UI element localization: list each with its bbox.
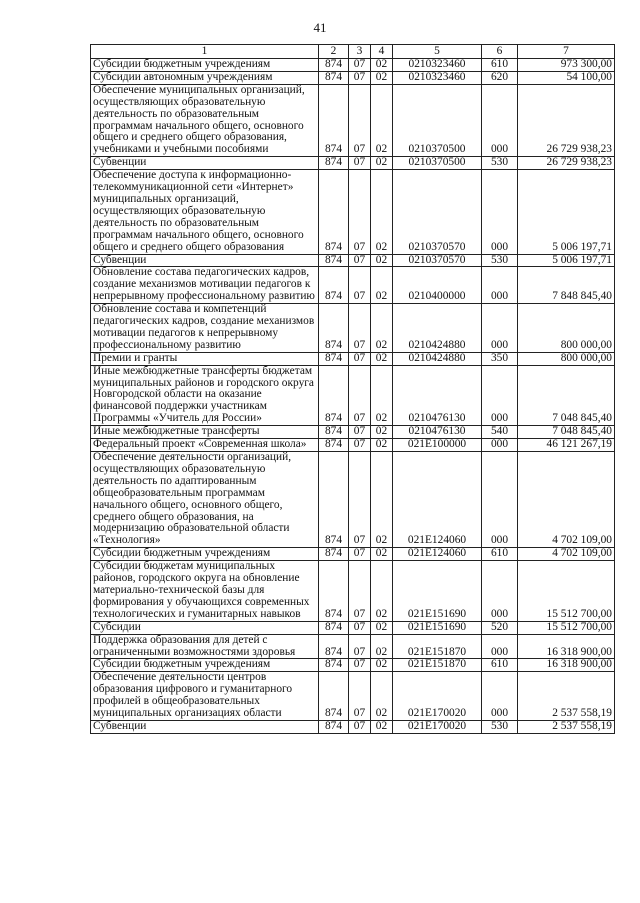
target-article-code-cell: 0210424880 — [393, 352, 482, 365]
subsection-code-cell: 02 — [371, 672, 393, 721]
amount-cell: 26 729 938,23 — [518, 157, 615, 170]
amount-cell: 4 702 109,00 — [518, 548, 615, 561]
item-name-cell: Субвенции — [91, 254, 319, 267]
target-article-code-cell: 0210476130 — [393, 426, 482, 439]
expense-type-code-cell: 620 — [482, 71, 518, 84]
table-row — [91, 561, 615, 622]
item-name-cell: Обеспечение деятельности организаций, осуществляющих образовательную деятельность по адаптированным общеобразовательным программам начального общего, основного общего, среднего общего образования, на модернизацию образовательной области «Технология» — [91, 452, 319, 548]
table-row — [91, 720, 615, 733]
section-code-cell: 07 — [349, 672, 371, 721]
expense-type-code-cell: 000 — [482, 672, 518, 721]
subsection-code-cell: 02 — [371, 426, 393, 439]
table-row — [91, 452, 615, 548]
expense-type-code-cell: 000 — [482, 634, 518, 659]
subsection-code-cell: 02 — [371, 157, 393, 170]
expense-type-code-cell: 520 — [482, 621, 518, 634]
header-cell: 2 — [319, 45, 349, 59]
amount-cell: 2 537 558,19 — [518, 720, 615, 733]
expense-type-code-cell: 000 — [482, 365, 518, 426]
target-article-code-cell: 021E151870 — [393, 659, 482, 672]
table-row — [91, 352, 615, 365]
section-code-cell: 07 — [349, 426, 371, 439]
header-cell: 5 — [393, 45, 482, 59]
header-cell: 4 — [371, 45, 393, 59]
amount-cell: 973 300,00 — [518, 59, 615, 72]
expense-type-code-cell: 000 — [482, 561, 518, 622]
table-row — [91, 634, 615, 659]
expense-type-code-cell: 540 — [482, 426, 518, 439]
section-code-cell: 07 — [349, 621, 371, 634]
header-cell: 7 — [518, 45, 615, 59]
target-article-code-cell: 021E151690 — [393, 621, 482, 634]
section-code-cell: 07 — [349, 634, 371, 659]
grbs-code-cell: 874 — [319, 254, 349, 267]
grbs-code-cell: 874 — [319, 71, 349, 84]
subsection-code-cell: 02 — [371, 659, 393, 672]
grbs-code-cell: 874 — [319, 561, 349, 622]
expense-type-code-cell: 000 — [482, 452, 518, 548]
section-code-cell: 07 — [349, 452, 371, 548]
expense-type-code-cell: 610 — [482, 659, 518, 672]
item-name-cell: Обеспечение муниципальных организаций, осуществляющих образовательную деятельность по образовательным программам начального общего, основного общего и среднего общего образования, учебниками и учебными пособиями — [91, 84, 319, 156]
header-cell: 1 — [91, 45, 319, 59]
item-name-cell: Обновление состава педагогических кадров, создание механизмов мотивации педагогов к непрерывному профессиональному развитию — [91, 267, 319, 304]
budget-table — [90, 44, 615, 734]
expense-type-code-cell: 000 — [482, 170, 518, 254]
table-row — [91, 267, 615, 304]
table-row — [91, 659, 615, 672]
grbs-code-cell: 874 — [319, 426, 349, 439]
subsection-code-cell: 02 — [371, 365, 393, 426]
table-row — [91, 672, 615, 721]
table-row — [91, 157, 615, 170]
expense-type-code-cell: 530 — [482, 254, 518, 267]
target-article-code-cell: 0210370500 — [393, 157, 482, 170]
subsection-code-cell: 02 — [371, 452, 393, 548]
header-cell: 3 — [349, 45, 371, 59]
section-code-cell: 07 — [349, 659, 371, 672]
amount-cell: 15 512 700,00 — [518, 621, 615, 634]
target-article-code-cell: 021E100000 — [393, 439, 482, 452]
grbs-code-cell: 874 — [319, 157, 349, 170]
expense-type-code-cell: 530 — [482, 157, 518, 170]
item-name-cell: Субсидии автономным учреждениям — [91, 71, 319, 84]
section-code-cell: 07 — [349, 439, 371, 452]
amount-cell: 2 537 558,19 — [518, 672, 615, 721]
target-article-code-cell: 0210476130 — [393, 365, 482, 426]
target-article-code-cell: 0210370570 — [393, 254, 482, 267]
target-article-code-cell: 0210370500 — [393, 84, 482, 156]
grbs-code-cell: 874 — [319, 365, 349, 426]
item-name-cell: Обеспечение доступа к информационно-телекоммуникационной сети «Интернет» муниципальных организаций, осуществляющих образовательную деятельность по образовательным программам начального общего, основного общего и среднего общего образования — [91, 170, 319, 254]
grbs-code-cell: 874 — [319, 352, 349, 365]
expense-type-code-cell: 000 — [482, 84, 518, 156]
section-code-cell: 07 — [349, 59, 371, 72]
section-code-cell: 07 — [349, 548, 371, 561]
subsection-code-cell: 02 — [371, 720, 393, 733]
section-code-cell: 07 — [349, 304, 371, 353]
subsection-code-cell: 02 — [371, 84, 393, 156]
item-name-cell: Субсидии бюджетным учреждениям — [91, 659, 319, 672]
grbs-code-cell: 874 — [319, 59, 349, 72]
section-code-cell: 07 — [349, 84, 371, 156]
section-code-cell: 07 — [349, 561, 371, 622]
grbs-code-cell: 874 — [319, 452, 349, 548]
subsection-code-cell: 02 — [371, 267, 393, 304]
target-article-code-cell: 021E151690 — [393, 561, 482, 622]
table-row — [91, 621, 615, 634]
subsection-code-cell: 02 — [371, 352, 393, 365]
item-name-cell: Иные межбюджетные трансферты бюджетам муниципальных районов и городского округа Новгородской области на оказание финансовой поддержки участникам Программы «Учитель для России» — [91, 365, 319, 426]
grbs-code-cell: 874 — [319, 720, 349, 733]
item-name-cell: Субсидии бюджетным учреждениям — [91, 548, 319, 561]
amount-cell: 46 121 267,19 — [518, 439, 615, 452]
subsection-code-cell: 02 — [371, 439, 393, 452]
grbs-code-cell: 874 — [319, 621, 349, 634]
header-cell: 6 — [482, 45, 518, 59]
grbs-code-cell: 874 — [319, 634, 349, 659]
amount-cell: 7 048 845,40 — [518, 365, 615, 426]
amount-cell: 7 848 845,40 — [518, 267, 615, 304]
subsection-code-cell: 02 — [371, 561, 393, 622]
expense-type-code-cell: 000 — [482, 439, 518, 452]
amount-cell: 26 729 938,23 — [518, 84, 615, 156]
table-row — [91, 439, 615, 452]
table-row — [91, 304, 615, 353]
section-code-cell: 07 — [349, 720, 371, 733]
section-code-cell: 07 — [349, 170, 371, 254]
amount-cell: 800 000,00 — [518, 352, 615, 365]
subsection-code-cell: 02 — [371, 304, 393, 353]
target-article-code-cell: 0210400000 — [393, 267, 482, 304]
item-name-cell: Федеральный проект «Современная школа» — [91, 439, 319, 452]
item-name-cell: Субсидии бюджетным учреждениям — [91, 59, 319, 72]
subsection-code-cell: 02 — [371, 621, 393, 634]
grbs-code-cell: 874 — [319, 548, 349, 561]
table-row — [91, 254, 615, 267]
table-row — [91, 170, 615, 254]
subsection-code-cell: 02 — [371, 634, 393, 659]
subsection-code-cell: 02 — [371, 71, 393, 84]
expense-type-code-cell: 350 — [482, 352, 518, 365]
table-body — [91, 45, 615, 734]
section-code-cell: 07 — [349, 352, 371, 365]
subsection-code-cell: 02 — [371, 59, 393, 72]
subsection-code-cell: 02 — [371, 254, 393, 267]
item-name-cell: Субсидии — [91, 621, 319, 634]
grbs-code-cell: 874 — [319, 439, 349, 452]
target-article-code-cell: 0210424880 — [393, 304, 482, 353]
target-article-code-cell: 021E170020 — [393, 672, 482, 721]
grbs-code-cell: 874 — [319, 304, 349, 353]
table-row — [91, 59, 615, 72]
amount-cell: 5 006 197,71 — [518, 254, 615, 267]
item-name-cell: Субвенции — [91, 720, 319, 733]
section-code-cell: 07 — [349, 71, 371, 84]
section-code-cell: 07 — [349, 267, 371, 304]
target-article-code-cell: 0210370570 — [393, 170, 482, 254]
target-article-code-cell: 021E151870 — [393, 634, 482, 659]
expense-type-code-cell: 610 — [482, 59, 518, 72]
grbs-code-cell: 874 — [319, 170, 349, 254]
section-code-cell: 07 — [349, 157, 371, 170]
table-row — [91, 426, 615, 439]
target-article-code-cell: 021E124060 — [393, 452, 482, 548]
item-name-cell: Поддержка образования для детей с ограниченными возможностями здоровья — [91, 634, 319, 659]
section-code-cell: 07 — [349, 254, 371, 267]
subsection-code-cell: 02 — [371, 548, 393, 561]
target-article-code-cell: 0210323460 — [393, 59, 482, 72]
table-row — [91, 84, 615, 156]
amount-cell: 16 318 900,00 — [518, 634, 615, 659]
item-name-cell: Обеспечение деятельности центров образования цифрового и гуманитарного профилей в общеобразовательных муниципальных организациях области — [91, 672, 319, 721]
table-row — [91, 365, 615, 426]
item-name-cell: Иные межбюджетные трансферты — [91, 426, 319, 439]
section-code-cell: 07 — [349, 365, 371, 426]
table-row — [91, 548, 615, 561]
grbs-code-cell: 874 — [319, 672, 349, 721]
subsection-code-cell: 02 — [371, 170, 393, 254]
item-name-cell: Субвенции — [91, 157, 319, 170]
amount-cell: 4 702 109,00 — [518, 452, 615, 548]
amount-cell: 54 100,00 — [518, 71, 615, 84]
table-row — [91, 71, 615, 84]
amount-cell: 800 000,00 — [518, 304, 615, 353]
target-article-code-cell: 0210323460 — [393, 71, 482, 84]
item-name-cell: Субсидии бюджетам муниципальных районов, городского округа на обновление материально-технической базы для формирования у обучающихся современных технологических и гуманитарных навыков — [91, 561, 319, 622]
target-article-code-cell: 021E170020 — [393, 720, 482, 733]
target-article-code-cell: 021E124060 — [393, 548, 482, 561]
expense-type-code-cell: 000 — [482, 267, 518, 304]
item-name-cell: Премии и гранты — [91, 352, 319, 365]
expense-type-code-cell: 610 — [482, 548, 518, 561]
amount-cell: 7 048 845,40 — [518, 426, 615, 439]
item-name-cell: Обновление состава и компетенций педагогических кадров, создание механизмов мотивации педагогов к непрерывному профессиональному развитию — [91, 304, 319, 353]
grbs-code-cell: 874 — [319, 84, 349, 156]
grbs-code-cell: 874 — [319, 659, 349, 672]
expense-type-code-cell: 000 — [482, 304, 518, 353]
amount-cell: 16 318 900,00 — [518, 659, 615, 672]
table-header-row — [91, 45, 615, 59]
amount-cell: 5 006 197,71 — [518, 170, 615, 254]
grbs-code-cell: 874 — [319, 267, 349, 304]
expense-type-code-cell: 530 — [482, 720, 518, 733]
amount-cell: 15 512 700,00 — [518, 561, 615, 622]
page-number: 41 — [313, 20, 327, 35]
